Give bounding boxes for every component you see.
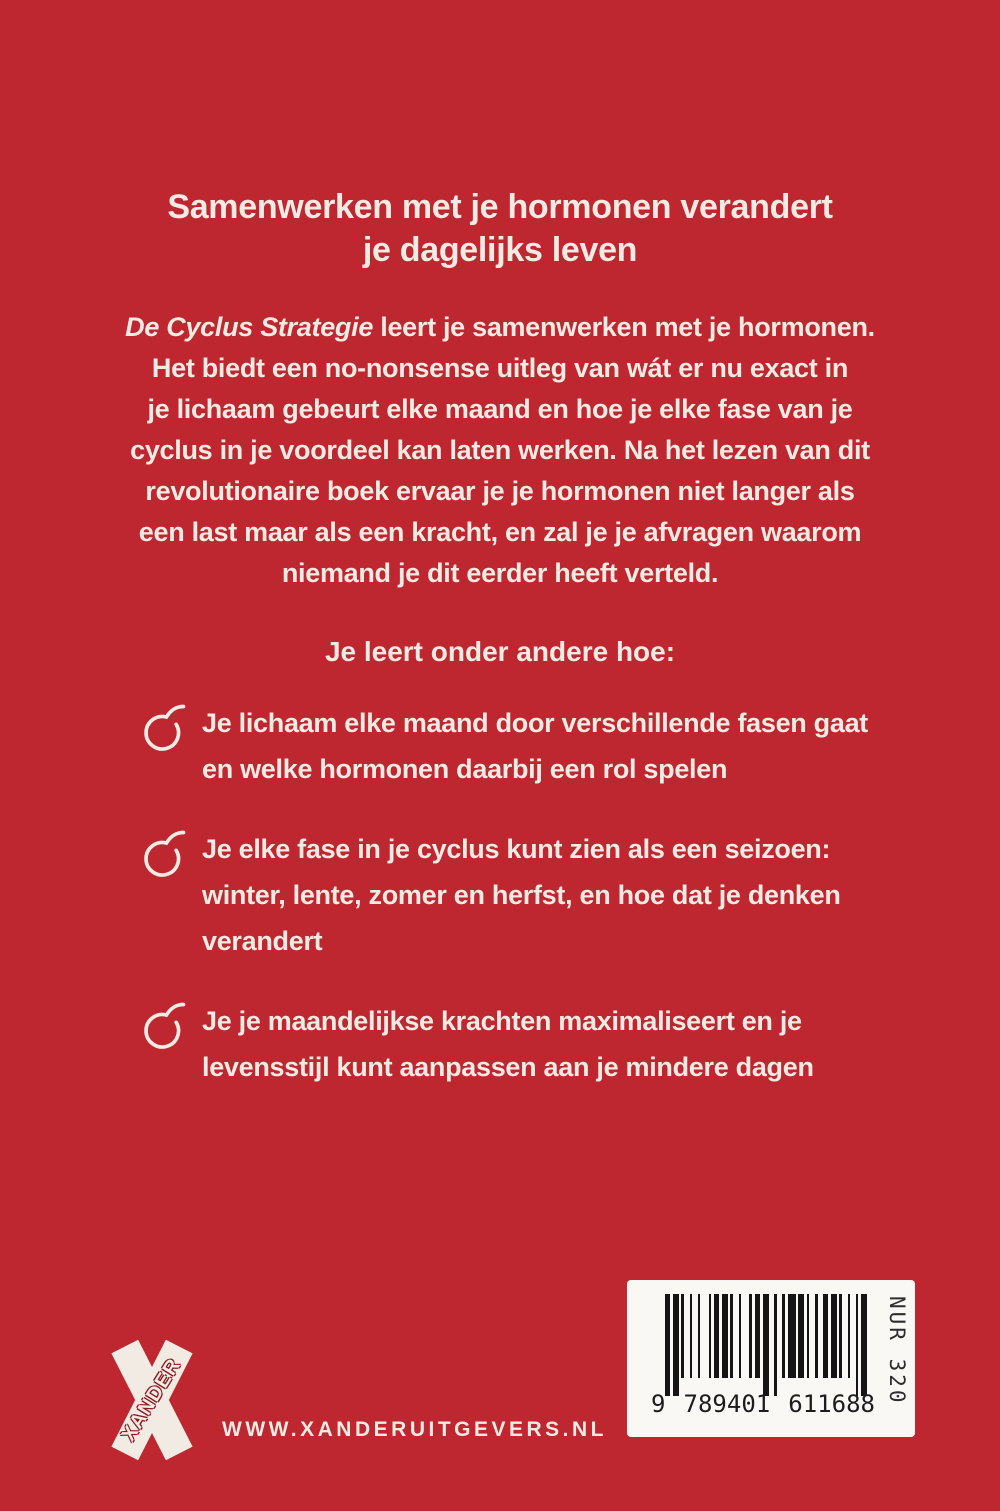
barcode-panel xyxy=(627,1280,915,1437)
blurb-line: Het biedt een no-nonsense uitleg van wát er nu exact in xyxy=(151,353,849,383)
list-item xyxy=(138,826,898,964)
barcode-bars xyxy=(665,1294,867,1390)
blurb-line: een last maar als een kracht, en zal je je afvragen waarom xyxy=(138,517,862,547)
blurb-line: je lichaam gebeurt elke maand en hoe je elke fase van je xyxy=(147,394,853,424)
list-item xyxy=(138,998,898,1090)
headline-line-2: je dagelijks leven xyxy=(362,231,638,269)
bullet-list xyxy=(138,700,898,1124)
blurb-line: revolutionaire boek ervaar je je hormonen niet langer als xyxy=(145,476,855,506)
headline-line-1: Samenwerken met je hormonen verandert xyxy=(167,188,833,226)
list-item-text: Je elke fase in je cyclus kunt zien als een seizoen: winter, lente, zomer en herfst, en hoe dat je denken verandert xyxy=(202,834,841,956)
blurb-line-1-rest: leert je samenwerken met je hormonen. xyxy=(373,312,875,342)
blurb-line xyxy=(0,307,1000,348)
nur-code: NUR 320 xyxy=(885,1296,909,1406)
list-item xyxy=(138,700,898,792)
list-item-text: Je lichaam elke maand door verschillende fasen gaat en welke hormonen daarbij een rol spelen xyxy=(202,708,868,784)
isbn-digits: 9 789401 611688 xyxy=(651,1390,875,1418)
book-title: De Cyclus Strategie xyxy=(125,312,374,342)
xander-publisher-logo xyxy=(96,1342,208,1458)
blurb-line: niemand je dit eerder heeft verteld. xyxy=(281,558,719,588)
cover-headline xyxy=(0,186,1000,272)
blurb-paragraph xyxy=(0,307,1000,594)
xander-logo-text: XANDER xyxy=(117,1354,186,1446)
cycle-bullet-icon xyxy=(138,696,190,756)
cycle-bullet-icon xyxy=(138,822,190,882)
publisher-website: WWW.XANDERUITGEVERS.NL xyxy=(222,1418,607,1441)
blurb-line: cyclus in je voordeel kan laten werken. Na het lezen van dit xyxy=(130,435,870,465)
cycle-bullet-icon xyxy=(138,994,190,1054)
list-item-text: Je je maandelijkse krachten maximaliseert en je levensstijl kunt aanpassen aan je mindere dagen xyxy=(202,1006,814,1082)
list-heading: Je leert onder andere hoe: xyxy=(324,636,676,667)
